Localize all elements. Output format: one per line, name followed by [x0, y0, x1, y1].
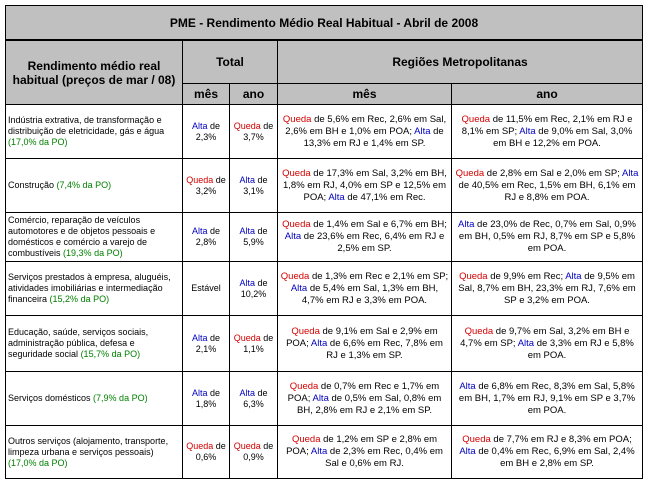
change-kind: Alta [191, 387, 208, 398]
change-word: de [255, 387, 268, 398]
sector-label [6, 105, 183, 159]
sector-share: (7,4% da PO) [56, 180, 112, 190]
sector-label [6, 213, 183, 262]
change-kind: Queda [455, 167, 485, 179]
change-kind: Alta [310, 446, 328, 457]
change-value: 0,6% [195, 452, 217, 462]
change-kind: Queda [291, 434, 321, 445]
sector-name: Educação, saúde, serviços sociais, administração pública, defesa e seguridade social [8, 327, 149, 359]
sector-share: (17,0% da PO) [8, 457, 68, 468]
change-word: de [213, 441, 226, 451]
regioes-ano-cell [452, 316, 643, 372]
rendimento-table [5, 5, 643, 479]
total-mes-cell [183, 105, 230, 159]
total-ano-cell [230, 426, 278, 479]
change-value: 2,3% [195, 131, 217, 142]
change-detail: de 17,3% em Sal, 3,2% em BH, 1,8% em RJ, 4,0% em SP e 12,5% em POA; [283, 167, 447, 203]
change-detail: de 13,3% em RJ e 1,4% em SP. [303, 125, 444, 149]
change-kind: Queda [461, 113, 491, 125]
change-value: 1,8% [195, 398, 217, 409]
change-kind: Alta [290, 282, 308, 294]
sector-name: Indústria extrativa, de transformação e distribuição de eletricidade, gás e água [8, 115, 165, 136]
change-detail: de 9,0% em Sal, 3,0% em BH e 12,2% em POA. [493, 125, 633, 149]
regioes-mes-cell [278, 372, 452, 426]
total-ano-header: ano [230, 84, 278, 105]
regioes-mes-cell [278, 426, 452, 479]
change-kind: Queda [462, 434, 491, 445]
change-detail: de 6,8% em Rec, 8,3% em Sal, 5,8% em BH, 1,7% em RJ, 9,1% em SP e 3,7% em POA. [458, 380, 636, 416]
change-detail: de 11,5% em Rec, 2,1% em RJ e 8,1% em SP; [461, 113, 633, 137]
total-ano-cell [230, 372, 278, 426]
change-kind: Queda [464, 325, 494, 337]
change-kind: Queda [233, 441, 261, 451]
total-mes-cell [183, 426, 230, 479]
change-kind: Queda [280, 270, 310, 282]
sector-label [6, 316, 183, 372]
change-word: de [255, 174, 268, 185]
change-kind: Queda [186, 174, 214, 185]
change-kind: Alta [414, 125, 431, 137]
change-kind: Alta [310, 337, 328, 349]
change-word: de [260, 332, 274, 343]
change-kind: Alta [239, 387, 255, 398]
change-kind: Alta [191, 332, 208, 343]
change-detail: de 1,2% em SP e 2,8% em POA; [286, 434, 438, 457]
sector-name: Comércio, reparação de veículos automotores e de objetos pessoais e domésticos e comércio a varejo de combustíveis [8, 215, 156, 258]
change-kind: Queda [289, 380, 319, 392]
table-row [6, 213, 643, 262]
change-value: 5,9% [243, 237, 264, 247]
change-word: de [207, 387, 221, 398]
sector-share: (7,9% da PO) [93, 393, 148, 403]
table-row [6, 262, 643, 316]
total-ano-cell [230, 105, 278, 159]
sector-name: Serviços domésticos [8, 393, 91, 403]
total-header: Total [183, 40, 278, 84]
sector-label [6, 159, 183, 213]
change-detail: de 0,5% em Sal, 0,8% em BH, 2,8% em RJ e 2,1% em SP. [297, 392, 442, 416]
total-mes-cell [183, 262, 230, 316]
sector-label [6, 262, 183, 316]
change-kind: Alta [239, 174, 255, 185]
total-mes-cell [183, 372, 230, 426]
sector-name: Serviços prestados à empresa, aluguéis, atividades imobiliárias e intermediação financeira [8, 272, 171, 304]
sector-name: Construção [8, 180, 55, 190]
change-detail: de 6,6% em Rec, 7,8% em RJ e 1,3% em SP. [326, 337, 443, 361]
change-detail: de 5,6% em Rec, 2,6% em Sal, 2,6% em BH e 1,0% em POA; [285, 113, 447, 137]
sector-share: (15,7% da PO) [80, 349, 141, 359]
total-ano-cell [230, 213, 278, 262]
total-mes-cell [183, 213, 230, 262]
change-kind: Queda [233, 332, 261, 343]
change-value: 3,2% [195, 185, 217, 196]
regioes-ano-cell [452, 372, 643, 426]
regioes-mes-header: mês [278, 84, 452, 105]
sector-label [6, 426, 183, 479]
total-mes-header: mês [183, 84, 230, 105]
regioes-mes-cell [278, 105, 452, 159]
table-title: PME - Rendimento Médio Real Habitual - Abril de 2008 [6, 6, 643, 41]
change-kind: Alta [459, 446, 476, 457]
regioes-ano-cell [452, 213, 643, 262]
change-kind: Queda [233, 120, 261, 131]
change-kind: Alta [312, 392, 329, 404]
regioes-ano-cell [452, 426, 643, 479]
total-mes-cell [183, 159, 230, 213]
change-detail: de 3,3% em RJ e 5,8% em POA. [527, 337, 634, 361]
change-detail: de 1,4% em Sal e 6,7% em BH; [310, 219, 447, 230]
change-detail: de 40,5% em Rec, 1,5% em BH, 6,1% em RJ e 8,8% em POA. [458, 179, 636, 203]
change-value: 10,2% [240, 288, 267, 299]
change-detail: de 2,8% em Sal e 2,0% em SP; [484, 167, 622, 179]
change-detail: de 23,6% em Rec, 6,4% em RJ e 2,5% em SP. [301, 231, 445, 254]
change-kind: Queda [282, 113, 312, 125]
sector-share: (15,2% da PO) [49, 294, 110, 304]
change-value: 0,9% [243, 452, 264, 462]
change-word: de [255, 277, 268, 288]
total-mes-cell [183, 316, 230, 372]
regioes-ano-cell [452, 159, 643, 213]
change-detail: de 1,3% em Rec e 2,1% em SP; [309, 270, 449, 282]
change-value: 2,8% [195, 237, 217, 247]
change-value: 1,1% [243, 343, 264, 354]
change-value: 6,3% [243, 398, 264, 409]
change-kind: Alta [458, 219, 475, 230]
change-kind: Alta [621, 167, 639, 179]
change-word: de [255, 226, 268, 236]
table-row [6, 159, 643, 213]
sector-share: (19,3% da PO) [63, 248, 123, 258]
change-word: de [260, 441, 274, 451]
change-kind: Alta [565, 270, 582, 282]
change-kind: Alta [239, 277, 255, 288]
table-row [6, 316, 643, 372]
change-detail: de 9,9% em Rec; [487, 270, 566, 282]
total-ano-cell [230, 159, 278, 213]
change-kind: Alta [191, 120, 208, 131]
change-kind: Queda [282, 167, 311, 179]
change-detail: de 9,7% em Sal, 3,2% em BH e 4,7% em SP; [460, 325, 630, 349]
change-kind: Queda [186, 441, 214, 451]
report-sheet [5, 5, 642, 479]
change-word: de [260, 120, 274, 131]
total-ano-cell [230, 316, 278, 372]
change-word: Estável [191, 283, 221, 293]
table-row [6, 426, 643, 479]
change-detail: de 47,1% em Rec. [344, 191, 426, 203]
row-label-header: Rendimento médio real habitual (preços de mar / 08) [6, 40, 183, 105]
regioes-ano-header: ano [452, 84, 643, 105]
change-word: de [207, 332, 221, 343]
change-kind: Queda [282, 219, 311, 230]
change-kind: Queda [291, 325, 320, 337]
change-kind: Alta [517, 337, 535, 349]
change-detail: de 5,4% em Sal, 1,3% em BH, 4,7% em RJ e 3,3% em POA. [301, 282, 439, 306]
change-detail: de 0,4% em Rec, 6,9% em Sal, 2,4% em BH e 2,8% em SP. [475, 446, 635, 469]
change-detail: de 7,7% em RJ e 8,3% em POA; [490, 434, 632, 445]
change-detail: de 23,0% de Rec, 0,7% em Sal, 0,9% em BH, 0,5% em RJ, 8,7% em SP e 5,8% em POA. [458, 219, 636, 254]
sector-label [6, 372, 183, 426]
change-value: 3,7% [243, 131, 264, 142]
change-kind: Alta [239, 226, 255, 236]
sector-name: Outros serviços (alojamento, transporte, limpeza urbana e serviços pessoais) [8, 435, 169, 457]
change-value: 3,1% [243, 185, 264, 196]
change-kind: Alta [459, 380, 476, 392]
change-value: 2,1% [195, 343, 217, 354]
change-detail: de 9,1% em Sal e 2,9% em POA; [286, 325, 438, 349]
change-detail: de 2,3% em Rec, 0,4% em Sal e 0,6% em RJ. [325, 446, 443, 469]
regioes-mes-cell [278, 316, 452, 372]
change-word: de [207, 120, 221, 131]
table-row [6, 372, 643, 426]
total-ano-cell [230, 262, 278, 316]
regioes-ano-cell [452, 262, 643, 316]
sector-share: (17,0% da PO) [8, 137, 68, 147]
change-kind: Alta [191, 226, 208, 236]
regioes-mes-cell [278, 213, 452, 262]
change-detail: de 0,7% em Rec e 1,7% em POA; [287, 380, 440, 404]
regioes-mes-cell [278, 262, 452, 316]
change-kind: Alta [328, 191, 345, 203]
regioes-header: Regiões Metropolitanas [278, 40, 643, 84]
change-detail: de 9,5% em Sal, 8,7% em BH, 23,3% em RJ, 7,6% em SP e 3,2% em POA. [458, 270, 636, 306]
change-kind: Alta [284, 231, 302, 242]
regioes-mes-cell [278, 159, 452, 213]
change-word: de [213, 174, 226, 185]
table-row [6, 105, 643, 159]
change-word: de [207, 226, 221, 236]
change-kind: Alta [519, 125, 536, 137]
regioes-ano-cell [452, 105, 643, 159]
change-kind: Queda [459, 270, 488, 282]
